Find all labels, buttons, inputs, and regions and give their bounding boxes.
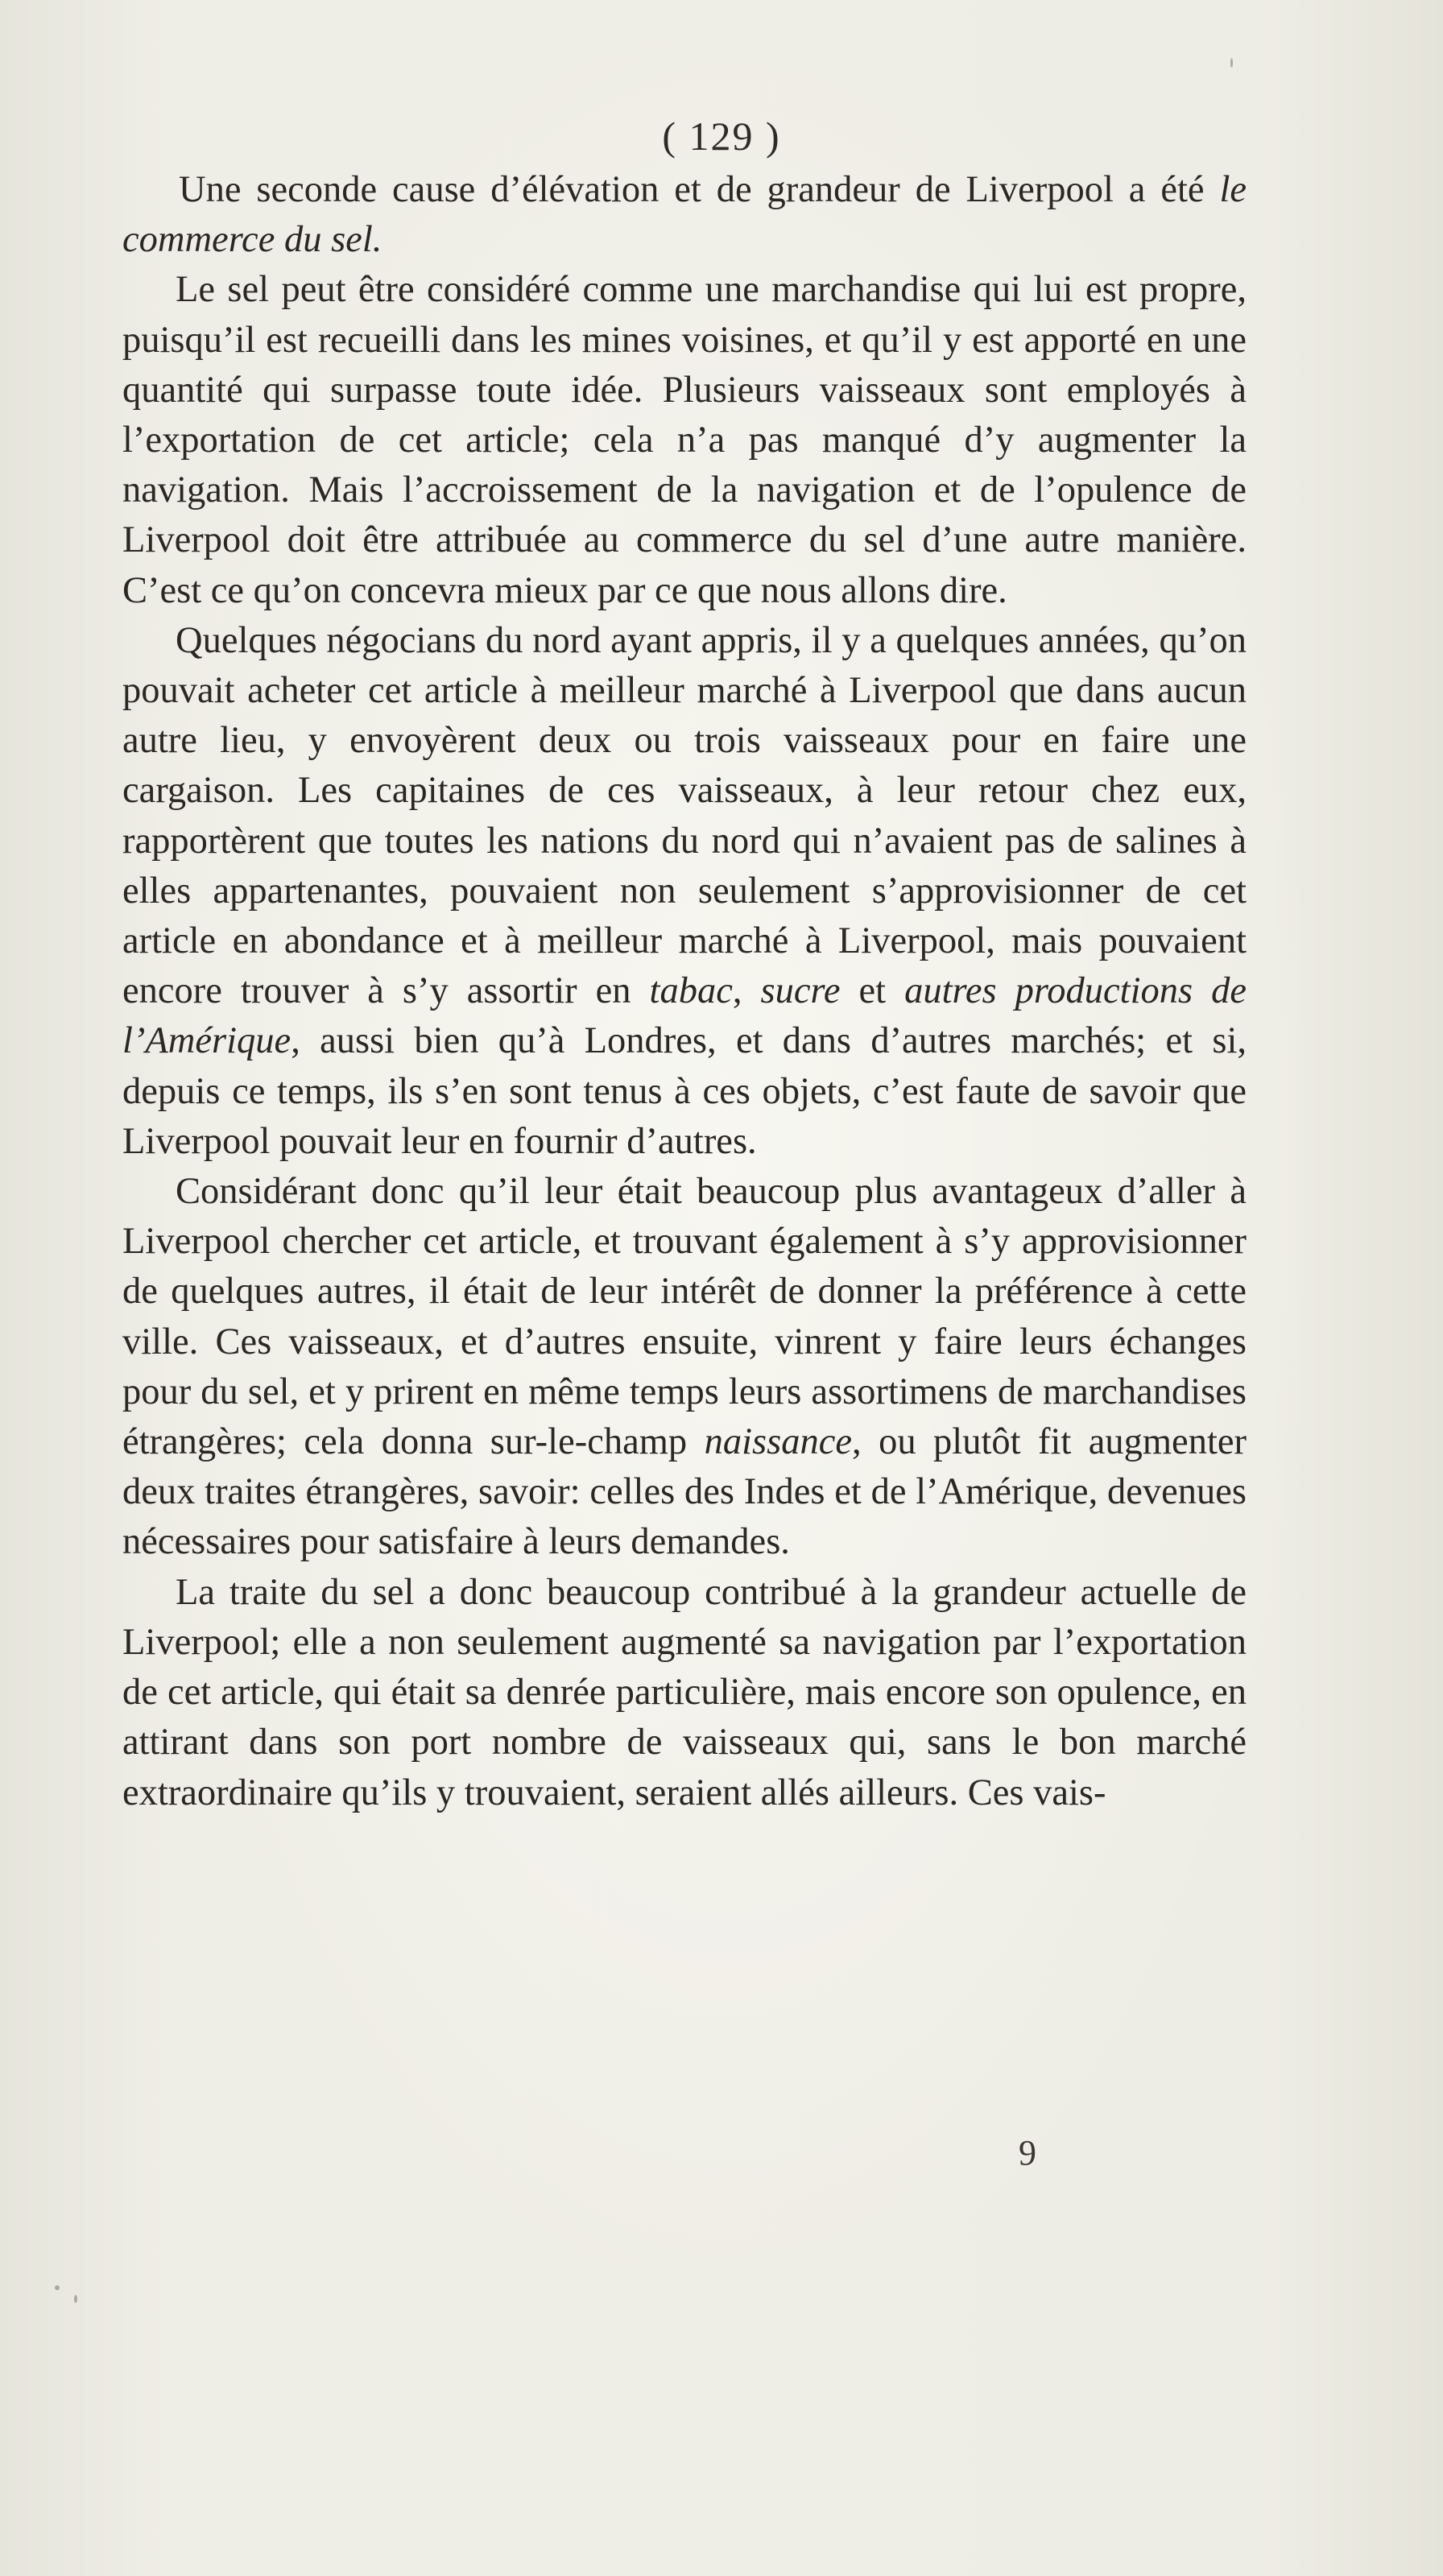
italic-text: le commerce du sel. (122, 169, 1247, 261)
paper-speck (55, 2285, 60, 2290)
paper-speck (1230, 58, 1233, 68)
text-run: La traite du sel a donc beaucoup contribué à la grandeur actuelle de Liverpool; elle a non seulement augmenté sa navigation par l’exportation de cet article, qui était sa denrée particulière, mais encore son opulence, en attirant dans son port nombre de vaisseaux qui, sans le bon marché extraordinaire qu’ils y trouvaient, seraient allés ailleurs. Ces vais- (122, 1571, 1247, 1813)
italic-text: sucre (760, 970, 841, 1012)
text-run: Le sel peut être considéré comme une marchandise qui lui est propre, puisqu’il est recueilli dans les mines voisines, et qu’il y est apporté en une quantité qui surpasse toute idée. Plusieurs vaisseaux sont employés à l’exportation de cet article; cela n’a pas manqué d’y augmenter la navigation. Mais l’accroissement de la navigation et de l’opulence de Liverpool doit être attribuée au commerce du sel d’une autre manière. C’est ce qu’on concevra mieux par ce que nous allons dire. (122, 269, 1247, 611)
italic-text: naissance (704, 1421, 852, 1463)
text-run: Considérant donc qu’il leur était beaucoup plus avantageux d’aller à Liverpool chercher cet article, et trouvant également à s’y approvisionner de quelques autres, il était de leur intérêt de donner la préférence à cette ville. Ces vaisseaux, et d’autres ensuite, vinrent y faire leurs échanges pour du sel, et y prirent en même temps leurs assortimens de marchandises étrangères; cela donna sur-le-champ (122, 1171, 1247, 1463)
paragraph (122, 1568, 1247, 1818)
text-run: , (732, 970, 761, 1012)
body-text (122, 165, 1247, 1818)
text-run: et (840, 970, 905, 1012)
paragraph (122, 265, 1247, 615)
text-run: Une seconde cause d’élévation et de grandeur de Liverpool a été (179, 169, 1220, 210)
paper-speck (74, 2295, 77, 2303)
paragraph (122, 1167, 1247, 1568)
italic-text: autres productions de l’Amérique (122, 970, 1247, 1062)
signature-mark: 9 (1019, 2133, 1036, 2173)
paragraph (122, 616, 1247, 1167)
text-run: Quelques négocians du nord ayant appris, il y a quelques années, qu’on pouvait acheter cet article à meilleur marché à Liverpool que dans aucun autre lieu, y envoyèrent deux ou trois vaisseaux pour en faire une cargaison. Les capitaines de ces vaisseaux, à leur retour chez eux, rapportèrent que toutes les nations du nord qui n’avaient pas de salines à elles appartenantes, pouvaient non seulement s’approvisionner de cet article en abondance et à meilleur marché à Liverpool, mais pouvaient encore trouver à s’y assortir en (122, 619, 1247, 1012)
text-run: , ou plutôt fit augmenter deux traites étrangères, savoir: celles des Indes et de l’Amérique, devenues nécessaires pour satisfaire à leurs demandes. (122, 1421, 1247, 1563)
page-number: ( 129 ) (662, 114, 781, 159)
text-run: , aussi bien qu’à Londres, et dans d’autres marchés; et si, depuis ce temps, ils s’en sont tenus à ces objets, c’est faute de savoir que Liverpool pouvait leur en fournir d’autres. (122, 1020, 1247, 1162)
italic-text: tabac (649, 970, 733, 1012)
paragraph (122, 165, 1247, 265)
